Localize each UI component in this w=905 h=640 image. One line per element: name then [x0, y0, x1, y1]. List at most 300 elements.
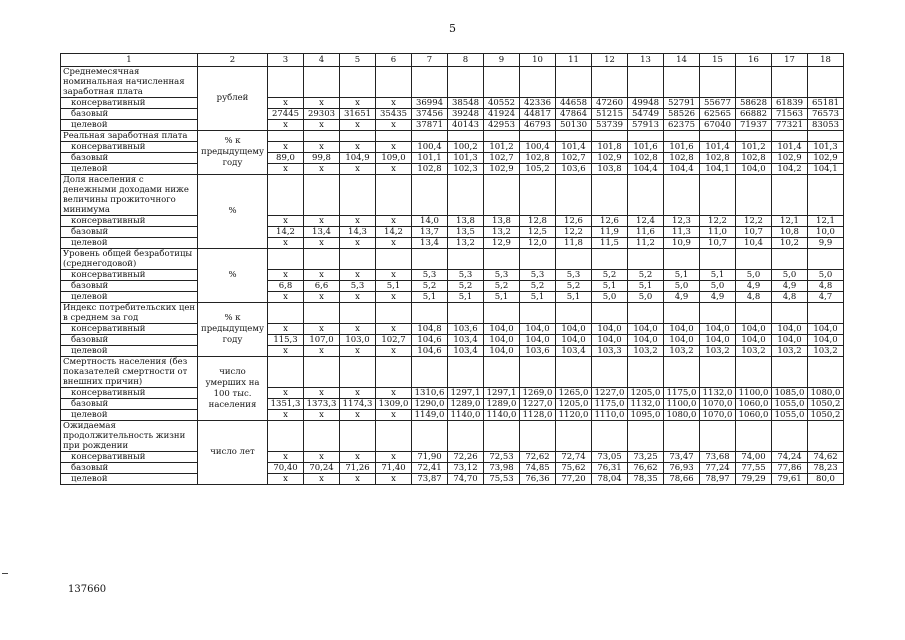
value-cell: 4,8: [808, 281, 844, 292]
value-cell: 13,2: [484, 227, 520, 238]
value-cell: 74,85: [520, 463, 556, 474]
column-header: 5: [340, 54, 376, 67]
value-cell: 78,97: [700, 474, 736, 485]
value-cell: 4,8: [772, 292, 808, 303]
empty-cell: [484, 175, 520, 216]
value-cell: 1175,0: [592, 399, 628, 410]
empty-cell: [340, 357, 376, 388]
scenario-label: консервативный: [61, 98, 198, 109]
empty-cell: [808, 131, 844, 142]
value-cell: 102,3: [448, 164, 484, 175]
value-cell: x: [304, 216, 340, 227]
empty-cell: [772, 249, 808, 270]
value-cell: 5,0: [808, 270, 844, 281]
value-cell: 1290,0: [412, 399, 448, 410]
value-cell: 1128,0: [520, 410, 556, 421]
empty-cell: [448, 421, 484, 452]
value-cell: 40143: [448, 120, 484, 131]
value-cell: 1205,0: [628, 388, 664, 399]
value-cell: 10,8: [772, 227, 808, 238]
value-cell: 1100,0: [664, 399, 700, 410]
value-cell: 36994: [412, 98, 448, 109]
empty-cell: [592, 249, 628, 270]
value-cell: 104,0: [592, 324, 628, 335]
value-cell: 12,3: [664, 216, 700, 227]
value-cell: 4,9: [664, 292, 700, 303]
value-cell: 5,2: [520, 281, 556, 292]
value-cell: x: [268, 410, 304, 421]
empty-cell: [448, 357, 484, 388]
value-cell: 102,8: [412, 164, 448, 175]
value-cell: 1140,0: [484, 410, 520, 421]
empty-cell: [556, 175, 592, 216]
value-cell: 71,90: [412, 452, 448, 463]
empty-cell: [448, 249, 484, 270]
value-cell: 104,0: [736, 164, 772, 175]
scenario-row: [61, 120, 844, 131]
value-cell: 1132,0: [700, 388, 736, 399]
value-cell: 72,74: [556, 452, 592, 463]
indicator-title-row: [61, 249, 844, 270]
value-cell: 10,4: [736, 238, 772, 249]
value-cell: 104,0: [628, 324, 664, 335]
value-cell: 103,2: [808, 346, 844, 357]
empty-cell: [340, 249, 376, 270]
indicator-title: Реальная заработная плата: [61, 131, 198, 142]
header-row: [61, 54, 844, 67]
value-cell: 104,1: [700, 164, 736, 175]
value-cell: 1351,3: [268, 399, 304, 410]
value-cell: 1297,1: [484, 388, 520, 399]
empty-cell: [448, 303, 484, 324]
value-cell: 73,68: [700, 452, 736, 463]
value-cell: 57913: [628, 120, 664, 131]
value-cell: x: [304, 120, 340, 131]
empty-cell: [340, 303, 376, 324]
value-cell: 5,2: [484, 281, 520, 292]
value-cell: 5,3: [520, 270, 556, 281]
empty-cell: [592, 303, 628, 324]
value-cell: 55677: [700, 98, 736, 109]
empty-cell: [808, 67, 844, 98]
value-cell: 10,0: [808, 227, 844, 238]
value-cell: 62375: [664, 120, 700, 131]
value-cell: 101,3: [808, 142, 844, 153]
empty-cell: [340, 67, 376, 98]
value-cell: 14,2: [268, 227, 304, 238]
indicator-unit: рублей: [198, 67, 268, 131]
value-cell: 104,0: [736, 324, 772, 335]
scenario-row: [61, 388, 844, 399]
value-cell: 50130: [556, 120, 592, 131]
value-cell: 103,4: [448, 346, 484, 357]
value-cell: x: [268, 142, 304, 153]
value-cell: 103,8: [592, 164, 628, 175]
value-cell: 4,7: [808, 292, 844, 303]
value-cell: 10,2: [772, 238, 808, 249]
value-cell: 14,2: [376, 227, 412, 238]
scenario-label: целевой: [61, 164, 198, 175]
value-cell: 11,3: [664, 227, 700, 238]
value-cell: 11,9: [592, 227, 628, 238]
empty-cell: [628, 175, 664, 216]
value-cell: 4,9: [736, 281, 772, 292]
value-cell: 5,3: [448, 270, 484, 281]
value-cell: 104,0: [556, 324, 592, 335]
value-cell: x: [304, 270, 340, 281]
value-cell: 115,3: [268, 335, 304, 346]
value-cell: 40552: [484, 98, 520, 109]
value-cell: x: [304, 292, 340, 303]
value-cell: 78,35: [628, 474, 664, 485]
value-cell: 1227,0: [520, 399, 556, 410]
column-header: 13: [628, 54, 664, 67]
value-cell: 104,0: [700, 324, 736, 335]
value-cell: 1050,2: [808, 410, 844, 421]
value-cell: 103,6: [556, 164, 592, 175]
empty-cell: [484, 249, 520, 270]
empty-cell: [484, 131, 520, 142]
value-cell: 104,0: [484, 346, 520, 357]
value-cell: 12,2: [736, 216, 772, 227]
value-cell: 76,62: [628, 463, 664, 474]
value-cell: x: [340, 474, 376, 485]
empty-cell: [484, 303, 520, 324]
value-cell: 65181: [808, 98, 844, 109]
value-cell: 1310,6: [412, 388, 448, 399]
value-cell: 104,6: [412, 346, 448, 357]
scenario-label: консервативный: [61, 324, 198, 335]
value-cell: 104,0: [700, 335, 736, 346]
value-cell: x: [376, 346, 412, 357]
value-cell: 70,40: [268, 463, 304, 474]
empty-cell: [412, 131, 448, 142]
value-cell: x: [376, 238, 412, 249]
value-cell: 104,0: [772, 324, 808, 335]
value-cell: 42953: [484, 120, 520, 131]
empty-cell: [412, 67, 448, 98]
value-cell: x: [340, 164, 376, 175]
value-cell: 11,8: [556, 238, 592, 249]
value-cell: 1289,0: [484, 399, 520, 410]
value-cell: x: [376, 142, 412, 153]
empty-cell: [448, 131, 484, 142]
value-cell: 1149,0: [412, 410, 448, 421]
empty-cell: [304, 303, 340, 324]
value-cell: 5,1: [592, 281, 628, 292]
empty-cell: [268, 303, 304, 324]
value-cell: x: [304, 474, 340, 485]
value-cell: 104,9: [340, 153, 376, 164]
value-cell: 13,5: [448, 227, 484, 238]
value-cell: x: [268, 270, 304, 281]
value-cell: 76,93: [664, 463, 700, 474]
scenario-row: [61, 98, 844, 109]
empty-cell: [304, 131, 340, 142]
value-cell: 46793: [520, 120, 556, 131]
empty-cell: [664, 67, 700, 98]
empty-cell: [700, 67, 736, 98]
value-cell: 109,0: [376, 153, 412, 164]
value-cell: x: [340, 388, 376, 399]
indicator-unit: число умерших на 100 тыс. населения: [198, 357, 268, 421]
value-cell: x: [304, 346, 340, 357]
indicator-title: Уровень общей безработицы (среднегодовой): [61, 249, 198, 270]
scenario-label: базовый: [61, 399, 198, 410]
value-cell: x: [304, 238, 340, 249]
column-header: 8: [448, 54, 484, 67]
value-cell: 1050,2: [808, 399, 844, 410]
value-cell: 1055,0: [772, 399, 808, 410]
value-cell: 80,0: [808, 474, 844, 485]
empty-cell: [808, 175, 844, 216]
value-cell: 104,0: [520, 335, 556, 346]
value-cell: 83053: [808, 120, 844, 131]
margin-mark: [2, 573, 8, 574]
value-cell: 104,0: [808, 335, 844, 346]
empty-cell: [520, 357, 556, 388]
value-cell: 1265,0: [556, 388, 592, 399]
empty-cell: [628, 421, 664, 452]
value-cell: 101,4: [556, 142, 592, 153]
empty-cell: [736, 175, 772, 216]
value-cell: 27445: [268, 109, 304, 120]
value-cell: x: [340, 410, 376, 421]
value-cell: 58526: [664, 109, 700, 120]
empty-cell: [700, 249, 736, 270]
column-header: 11: [556, 54, 592, 67]
value-cell: 5,1: [484, 292, 520, 303]
value-cell: 1309,0: [376, 399, 412, 410]
indicator-title: Смертность населения (без показателей смертности от внешних причин): [61, 357, 198, 388]
value-cell: 104,2: [772, 164, 808, 175]
value-cell: x: [268, 120, 304, 131]
value-cell: 101,2: [736, 142, 772, 153]
column-header: 9: [484, 54, 520, 67]
scenario-label: целевой: [61, 346, 198, 357]
value-cell: 74,62: [808, 452, 844, 463]
value-cell: 102,8: [520, 153, 556, 164]
value-cell: x: [376, 324, 412, 335]
empty-cell: [376, 67, 412, 98]
value-cell: x: [268, 324, 304, 335]
value-cell: 53739: [592, 120, 628, 131]
value-cell: 1080,0: [808, 388, 844, 399]
empty-cell: [340, 175, 376, 216]
forecast-table: [60, 53, 844, 485]
value-cell: x: [268, 474, 304, 485]
value-cell: x: [268, 98, 304, 109]
value-cell: 5,0: [736, 270, 772, 281]
scenario-label: целевой: [61, 474, 198, 485]
value-cell: 1269,0: [520, 388, 556, 399]
value-cell: 100,2: [448, 142, 484, 153]
scenario-row: [61, 281, 844, 292]
value-cell: 5,1: [412, 292, 448, 303]
scenario-label: консервативный: [61, 452, 198, 463]
empty-cell: [700, 303, 736, 324]
value-cell: 29303: [304, 109, 340, 120]
value-cell: 102,9: [808, 153, 844, 164]
value-cell: 1060,0: [736, 410, 772, 421]
empty-cell: [484, 67, 520, 98]
value-cell: 58628: [736, 98, 772, 109]
scenario-label: целевой: [61, 292, 198, 303]
scenario-label: целевой: [61, 120, 198, 131]
value-cell: 1132,0: [628, 399, 664, 410]
empty-cell: [700, 421, 736, 452]
value-cell: 5,1: [520, 292, 556, 303]
empty-cell: [592, 357, 628, 388]
column-header: 16: [736, 54, 772, 67]
value-cell: 42336: [520, 98, 556, 109]
value-cell: 5,1: [448, 292, 484, 303]
value-cell: 1110,0: [592, 410, 628, 421]
value-cell: 5,1: [628, 281, 664, 292]
value-cell: 74,70: [448, 474, 484, 485]
scenario-row: [61, 227, 844, 238]
empty-cell: [376, 175, 412, 216]
value-cell: 5,2: [628, 270, 664, 281]
empty-cell: [520, 303, 556, 324]
value-cell: 5,2: [412, 281, 448, 292]
scenario-label: базовый: [61, 463, 198, 474]
value-cell: 14,3: [340, 227, 376, 238]
empty-cell: [268, 67, 304, 98]
value-cell: 74,24: [772, 452, 808, 463]
value-cell: 14,0: [412, 216, 448, 227]
value-cell: 99,8: [304, 153, 340, 164]
column-header: 2: [198, 54, 268, 67]
value-cell: 103,4: [556, 346, 592, 357]
indicator-title-row: [61, 67, 844, 98]
value-cell: 13,7: [412, 227, 448, 238]
value-cell: 12,5: [520, 227, 556, 238]
value-cell: x: [340, 120, 376, 131]
value-cell: 72,53: [484, 452, 520, 463]
value-cell: x: [376, 270, 412, 281]
value-cell: x: [340, 216, 376, 227]
value-cell: 5,0: [700, 281, 736, 292]
empty-cell: [340, 131, 376, 142]
empty-cell: [268, 357, 304, 388]
value-cell: 103,2: [628, 346, 664, 357]
value-cell: 1055,0: [772, 410, 808, 421]
scenario-label: целевой: [61, 410, 198, 421]
empty-cell: [736, 421, 772, 452]
value-cell: x: [376, 164, 412, 175]
scenario-row: [61, 292, 844, 303]
value-cell: 11,2: [628, 238, 664, 249]
empty-cell: [772, 357, 808, 388]
value-cell: 1070,0: [700, 410, 736, 421]
value-cell: 73,47: [664, 452, 700, 463]
empty-cell: [664, 131, 700, 142]
value-cell: 100,4: [412, 142, 448, 153]
scenario-row: [61, 153, 844, 164]
value-cell: 13,8: [448, 216, 484, 227]
value-cell: 101,2: [484, 142, 520, 153]
empty-cell: [592, 131, 628, 142]
value-cell: 13,2: [448, 238, 484, 249]
value-cell: 103,2: [700, 346, 736, 357]
scenario-row: [61, 399, 844, 410]
value-cell: 1120,0: [556, 410, 592, 421]
empty-cell: [376, 303, 412, 324]
scenario-label: базовый: [61, 335, 198, 346]
empty-cell: [664, 357, 700, 388]
value-cell: 1085,0: [772, 388, 808, 399]
value-cell: 75,53: [484, 474, 520, 485]
empty-cell: [268, 249, 304, 270]
value-cell: 62565: [700, 109, 736, 120]
empty-cell: [520, 131, 556, 142]
scenario-label: базовый: [61, 109, 198, 120]
value-cell: 5,1: [556, 292, 592, 303]
indicator-unit: % к предыдущему году: [198, 303, 268, 357]
value-cell: x: [268, 238, 304, 249]
value-cell: 12,0: [520, 238, 556, 249]
empty-cell: [520, 249, 556, 270]
value-cell: 5,0: [664, 281, 700, 292]
scenario-row: [61, 164, 844, 175]
indicator-title: Среднемесячная номинальная начисленная заработная плата: [61, 67, 198, 98]
value-cell: 71,40: [376, 463, 412, 474]
value-cell: 102,8: [664, 153, 700, 164]
value-cell: 72,41: [412, 463, 448, 474]
indicator-title-row: [61, 357, 844, 388]
value-cell: x: [268, 452, 304, 463]
value-cell: 12,4: [628, 216, 664, 227]
value-cell: 76,31: [592, 463, 628, 474]
value-cell: 13,4: [412, 238, 448, 249]
value-cell: 12,9: [484, 238, 520, 249]
value-cell: 13,8: [484, 216, 520, 227]
scenario-row: [61, 463, 844, 474]
value-cell: x: [340, 346, 376, 357]
indicator-title-row: [61, 421, 844, 452]
value-cell: 102,7: [556, 153, 592, 164]
value-cell: 72,62: [520, 452, 556, 463]
empty-cell: [268, 131, 304, 142]
empty-cell: [808, 421, 844, 452]
value-cell: x: [376, 120, 412, 131]
value-cell: 101,1: [412, 153, 448, 164]
scenario-label: базовый: [61, 281, 198, 292]
value-cell: 4,8: [736, 292, 772, 303]
indicator-title: Индекс потребительских цен в среднем за год: [61, 303, 198, 324]
value-cell: 73,12: [448, 463, 484, 474]
empty-cell: [772, 303, 808, 324]
scenario-label: консервативный: [61, 216, 198, 227]
empty-cell: [448, 175, 484, 216]
value-cell: 73,98: [484, 463, 520, 474]
value-cell: 12,2: [556, 227, 592, 238]
value-cell: 103,0: [340, 335, 376, 346]
empty-cell: [412, 357, 448, 388]
value-cell: 79,61: [772, 474, 808, 485]
value-cell: 51215: [592, 109, 628, 120]
value-cell: 1070,0: [700, 399, 736, 410]
empty-cell: [772, 175, 808, 216]
value-cell: 71,26: [340, 463, 376, 474]
value-cell: 72,26: [448, 452, 484, 463]
indicator-title: Доля населения с денежными доходами ниже величины прожиточного минимума: [61, 175, 198, 216]
value-cell: 5,2: [592, 270, 628, 281]
value-cell: 102,9: [484, 164, 520, 175]
value-cell: 10,7: [736, 227, 772, 238]
scenario-row: [61, 324, 844, 335]
